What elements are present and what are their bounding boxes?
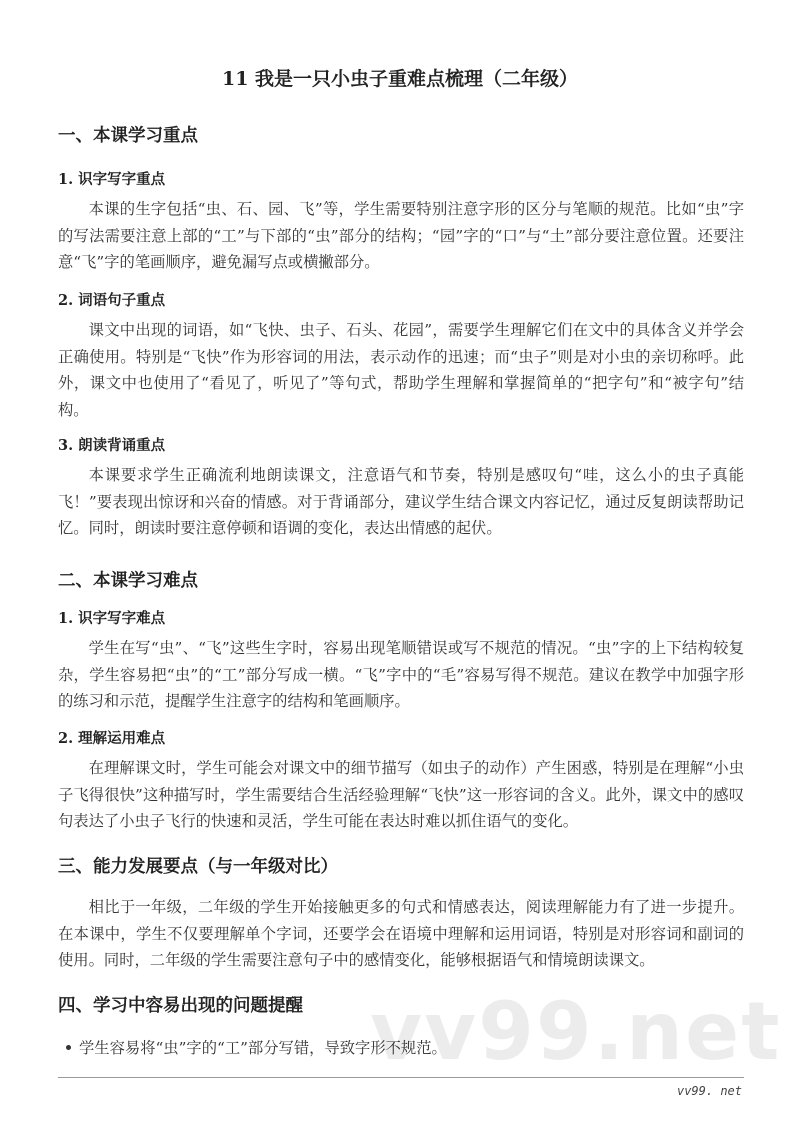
paragraph: 学生在写“虫”、“飞”这些生字时，容易出现笔顺错误或写不规范的情况。“虫”字的上下结构较复杂，学生容易把“虫”的“工”部分写成一横。“飞”字中的“毛”容易写得不规范。建议在教学中加强字形的练习和示范，提醒学生注意字的结构和笔画顺序。 xyxy=(58,639,744,711)
footer-divider xyxy=(58,1077,744,1078)
subsection-heading: 1. 识字写字重点 xyxy=(58,171,166,188)
watermark: vv99.net xyxy=(370,985,782,1078)
bullet-icon xyxy=(66,1045,71,1050)
footer-site: vv99. net xyxy=(676,1084,742,1098)
paragraph: 在理解课文时，学生可能会对课文中的细节描写（如虫子的动作）产生困惑，特别是在理解“小虫子飞得很快”这种描写时，学生需要结合生活经验理解“飞快”这一形容词的含义。此外，课文中的感叹句表达了小虫子飞行的快速和灵活，学生可能在表达时难以抓住语气的变化。 xyxy=(58,759,744,831)
subsection-heading: 1. 识字写字难点 xyxy=(58,610,166,627)
bullet-text: 学生容易将“虫”字的“工”部分写错，导致字形不规范。 xyxy=(79,1039,447,1057)
subsection-heading: 3. 朗读背诵重点 xyxy=(58,437,166,454)
paragraph: 本课的生字包括“虫、石、园、飞”等，学生需要特别注意字形的区分与笔顺的规范。比如“虫”字的写法需要注意上部的“工”与下部的“虫”部分的结构；“园”字的“口”与“土”部分要注意位置。还要注意“飞”字的笔画顺序，避免漏写点或横撇部分。 xyxy=(58,200,744,272)
subsection-heading: 2. 词语句子重点 xyxy=(58,292,166,309)
paragraph: 本课要求学生正确流利地朗读课文，注意语气和节奏，特别是感叹句“哇，这么小的虫子真能飞！”要表现出惊讶和兴奋的情感。对于背诵部分，建议学生结合课文内容记忆，通过反复朗读帮助记忆。同时，朗读时要注意停顿和语调的变化，表达出情感的起伏。 xyxy=(58,466,744,538)
section-heading-4: 四、学习中容易出现的问题提醒 xyxy=(58,996,303,1016)
page-title: 11 我是一只小虫子重难点梳理（二年级） xyxy=(221,68,579,90)
subsection-heading: 2. 理解运用难点 xyxy=(58,730,166,747)
paragraph: 课文中出现的词语，如“飞快、虫子、石头、花园”，需要学生理解它们在文中的具体含义并学会正确使用。特别是“飞快”作为形容词的用法，表示动作的迅速；而“虫子”则是对小虫的亲切称呼。此外，课文中也使用了“看见了，听见了”等句式，帮助学生理解和掌握简单的“把字句”和“被字句”结构。 xyxy=(58,321,744,419)
section-heading-1: 一、本课学习重点 xyxy=(58,126,198,146)
paragraph: 相比于一年级，二年级的学生开始接触更多的句式和情感表达，阅读理解能力有了进一步提升。在本课中，学生不仅要理解单个字词，还要学会在语境中理解和运用词语，特别是对形容词和副词的使用。同时，二年级的学生需要注意句子中的感情变化，能够根据语气和情境朗读课文。 xyxy=(58,898,744,970)
section-heading-2: 二、本课学习难点 xyxy=(58,571,198,591)
section-heading-3: 三、能力发展要点（与一年级对比） xyxy=(58,857,338,877)
